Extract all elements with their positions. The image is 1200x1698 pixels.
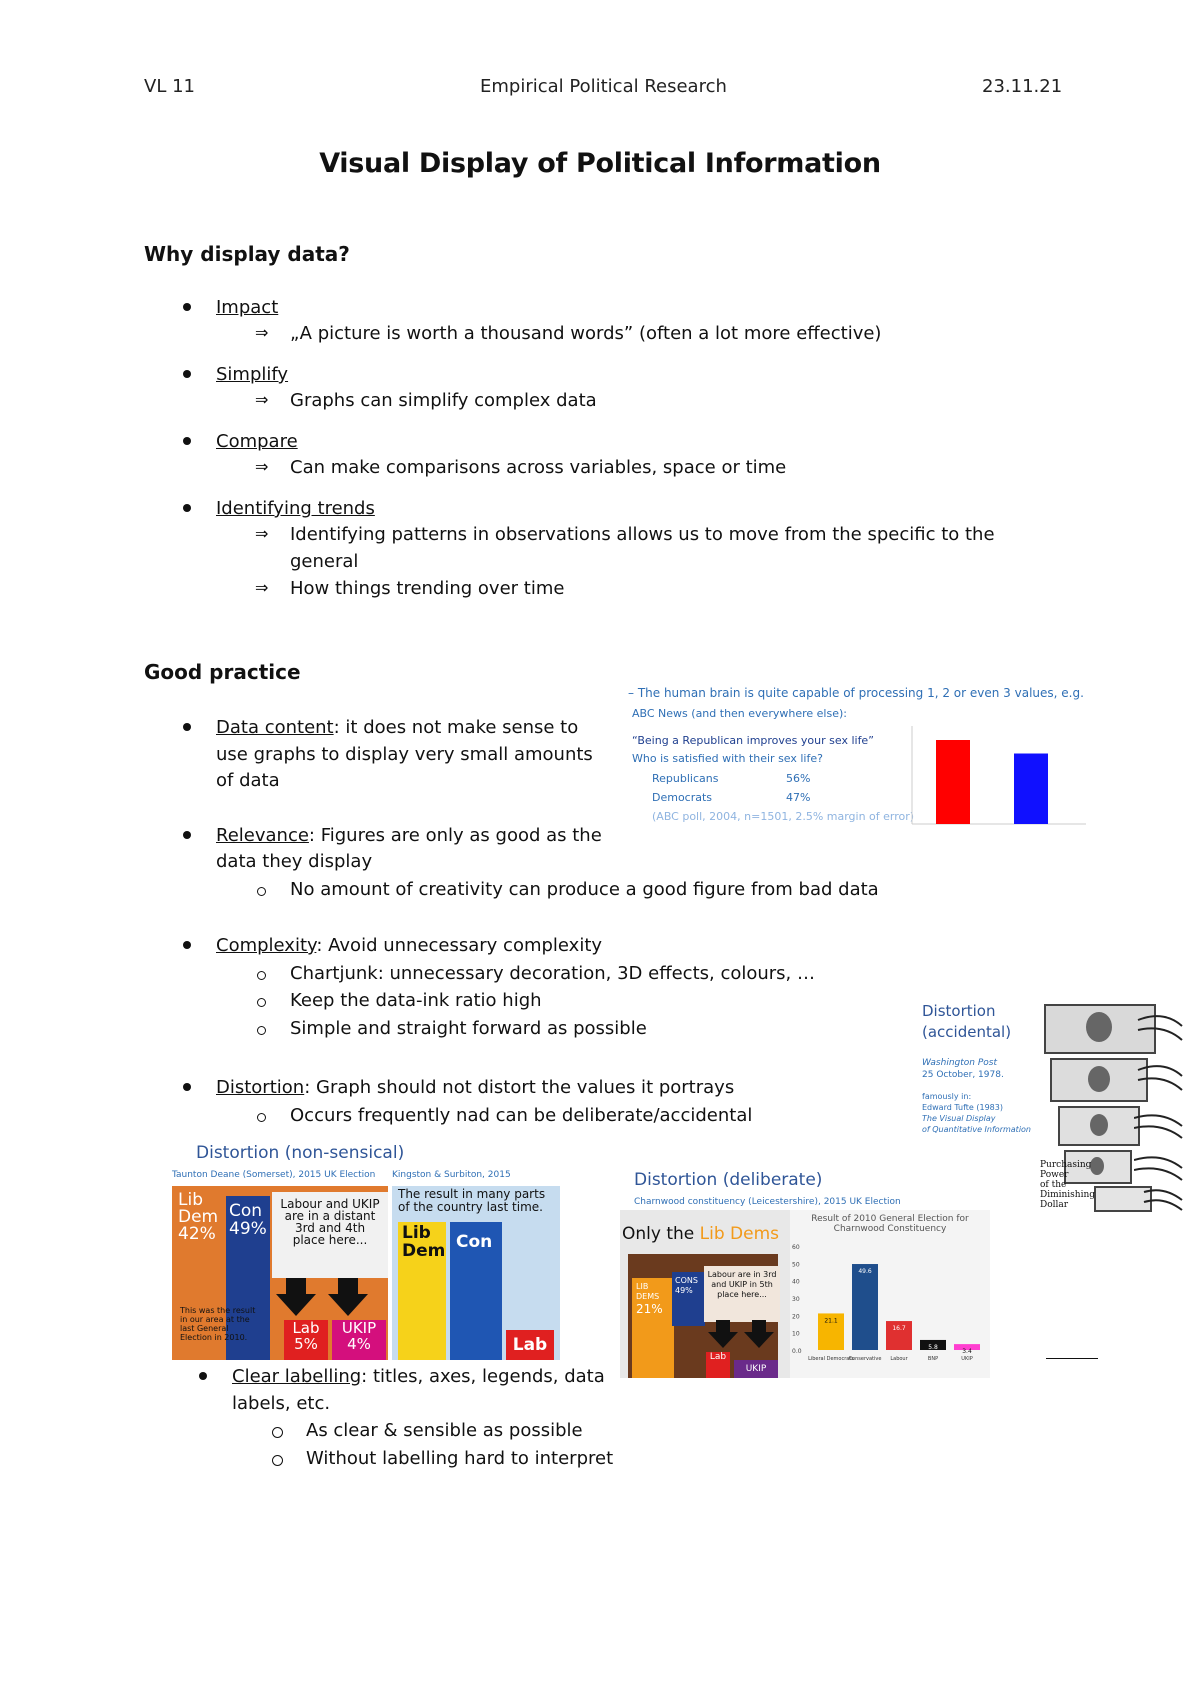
ct-2: Charnwood Constituency xyxy=(833,1224,947,1234)
libdems-text: Lib Dems xyxy=(699,1224,780,1244)
dem-text: Dem xyxy=(178,1207,219,1227)
abc-line-1: – The human brain is quite capable of processing 1, 2 or even 3 values, e.g. xyxy=(628,686,1084,700)
charnwood-category-label: UKIP xyxy=(961,1356,973,1362)
abc-row-value-1: 56% xyxy=(786,772,811,785)
bullet-dot xyxy=(183,437,191,445)
ct-1: Result of 2010 General Election for xyxy=(811,1214,969,1224)
dems-text: DEMS xyxy=(636,1292,660,1301)
lab-pct: 5% xyxy=(294,1335,318,1353)
pp-5: Dollar xyxy=(1040,1200,1069,1210)
trends-point-1-cont: general xyxy=(290,551,359,572)
lib-pct: 21% xyxy=(636,1302,663,1316)
con-pct: 49% xyxy=(229,1219,267,1239)
result-3: last General xyxy=(180,1324,229,1333)
charnwood-bars xyxy=(790,1236,990,1378)
arrow-icon: ⇒ xyxy=(255,524,269,543)
nonsensical-leaflet-right xyxy=(392,1186,560,1360)
lab-bar xyxy=(284,1320,328,1360)
bullet-dot xyxy=(183,303,191,311)
accidental-title-2: (accidental) xyxy=(922,1023,1012,1041)
ukip-pct: 4% xyxy=(347,1335,371,1353)
charnwood-value-label: 21.1 xyxy=(824,1317,838,1325)
bullet-dot xyxy=(183,831,191,839)
abc-row-party-1: Republicans xyxy=(652,772,719,785)
note-2: are in a distant xyxy=(284,1209,376,1223)
arrow-icon: ⇒ xyxy=(255,323,269,342)
page-title: Visual Display of Political Information xyxy=(319,148,881,179)
purchasing-power-label xyxy=(1040,1160,1095,1210)
distortion-sub: Occurs frequently nad can be deliberate/accidental xyxy=(290,1105,753,1126)
item-trends: Identifying trends xyxy=(216,498,375,519)
accidental-cite-3: The Visual Display xyxy=(922,1114,996,1123)
con2-text: Con xyxy=(456,1232,493,1252)
d-lab-bar: Lab xyxy=(706,1352,730,1378)
header-subject: Empirical Political Research xyxy=(480,76,727,97)
charnwood-value-label: 5.8 xyxy=(928,1343,938,1351)
charnwood-value-label: 3.4 xyxy=(962,1348,972,1356)
d-note-1: Labour are in 3rd xyxy=(707,1270,777,1279)
relevance-text: : Figures are only as good as the xyxy=(308,825,602,846)
data-content-text: : it does not make sense to xyxy=(333,717,579,738)
many-2: of the country last time. xyxy=(398,1200,543,1214)
charnwood-ytick: 20 xyxy=(792,1313,800,1321)
dollar-bill-3 xyxy=(1058,1106,1140,1146)
labelling-sub-1: As clear & sensible as possible xyxy=(306,1420,583,1441)
dem2-text: Dem xyxy=(402,1241,446,1261)
abc-bar-chart xyxy=(908,724,1088,834)
cons-bar xyxy=(672,1272,705,1326)
abc-quote: “Being a Republican improves your sex life” xyxy=(632,734,874,747)
pointing-hands xyxy=(1134,1000,1184,1212)
deliberate-leaflet xyxy=(620,1210,790,1378)
arrow-icon: ⇒ xyxy=(255,457,269,476)
accidental-title-1: Distortion xyxy=(922,1002,996,1020)
cons-pct: 49% xyxy=(675,1286,693,1295)
complexity-text: : Avoid unnecessary complexity xyxy=(316,935,603,956)
d-note-3: place here... xyxy=(717,1290,767,1299)
lab-text: Lab xyxy=(292,1319,320,1337)
abc-row-value-2: 47% xyxy=(786,791,811,804)
nonsensical-caption-left: Taunton Deane (Somerset), 2015 UK Election xyxy=(172,1170,376,1180)
simplify-point: Graphs can simplify complex data xyxy=(290,390,597,411)
note-3: 3rd and 4th xyxy=(294,1221,366,1235)
item-distortion: Distortion xyxy=(216,1077,305,1098)
accidental-cite-1: famously in: xyxy=(922,1092,972,1101)
ukip-bar xyxy=(332,1320,386,1360)
deliberate-title: Distortion (deliberate) xyxy=(634,1170,823,1190)
many-note xyxy=(398,1188,545,1214)
item-clear-labelling: Clear labelling xyxy=(232,1366,362,1387)
deliberate-caption: Charnwood constituency (Leicestershire), 2015 UK Election xyxy=(634,1197,901,1207)
d-note-2: and UKIP in 5th xyxy=(711,1280,773,1289)
d-ukip-bar: UKIP xyxy=(734,1360,778,1378)
distortion-text: : Graph should not distort the values it portrays xyxy=(304,1077,735,1098)
complexity-sub-3: Simple and straight forward as possible xyxy=(290,1018,647,1039)
charnwood-category-label: Conservative xyxy=(848,1356,882,1362)
data-content-text-3: of data xyxy=(216,770,280,791)
header-course: VL 11 xyxy=(144,76,195,97)
compare-point: Can make comparisons across variables, space or time xyxy=(290,457,787,478)
bullet-dot xyxy=(183,1083,191,1091)
charnwood-ytick: 60 xyxy=(792,1244,800,1251)
abc-bar-democrat xyxy=(1014,754,1048,825)
con2-bar xyxy=(450,1222,502,1360)
sub-bullet xyxy=(257,1113,266,1122)
note-1: Labour and UKIP xyxy=(280,1197,380,1211)
nonsensical-title: Distortion (non-sensical) xyxy=(196,1143,405,1163)
sub-bullet xyxy=(257,971,266,980)
item-compare: Compare xyxy=(216,431,298,452)
sub-bullet xyxy=(257,998,266,1007)
relevance-text-2: data they display xyxy=(216,851,373,872)
item-complexity: Complexity xyxy=(216,935,317,956)
data-content-text-2: use graphs to display very small amounts xyxy=(216,744,593,765)
complexity-sub-2: Keep the data-ink ratio high xyxy=(290,990,542,1011)
lib-text: LIB xyxy=(636,1282,649,1291)
item-relevance: Relevance xyxy=(216,825,309,846)
accidental-cite-2: Edward Tufte (1983) xyxy=(922,1103,1003,1112)
abc-bar-republican xyxy=(936,740,970,824)
ukip-text: UKIP xyxy=(341,1319,377,1337)
cons-text: CONS xyxy=(675,1276,698,1285)
bullet-dot xyxy=(199,1372,207,1380)
pp-1: Purchasing xyxy=(1040,1160,1092,1170)
trends-point-2: How things trending over time xyxy=(290,578,565,599)
lib2-text: Lib xyxy=(402,1223,431,1243)
lib-text: Lib xyxy=(178,1190,203,1210)
charnwood-category-label: Liberal Democrats xyxy=(808,1356,854,1362)
abc-line-2: ABC News (and then everywhere else): xyxy=(632,707,847,720)
bullet-dot xyxy=(183,723,191,731)
lib-pct: 42% xyxy=(178,1224,216,1244)
item-simplify: Simplify xyxy=(216,364,289,385)
inset-abc-poll xyxy=(628,682,1090,854)
charnwood-ytick: 10 xyxy=(792,1330,800,1338)
charnwood-title xyxy=(790,1214,990,1234)
abc-row-party-2: Democrats xyxy=(652,791,713,804)
only-text: Only the xyxy=(622,1224,700,1244)
result-1: This was the result xyxy=(180,1306,256,1315)
labelling-sub-2: Without labelling hard to interpret xyxy=(306,1448,614,1469)
item-data-content: Data content xyxy=(216,717,334,738)
charnwood-value-label: 16.7 xyxy=(892,1325,906,1333)
abc-note: (ABC poll, 2004, n=1501, 2.5% margin of error) xyxy=(652,810,915,823)
divider-line xyxy=(1046,1358,1098,1359)
deliberate-note-box xyxy=(704,1266,780,1322)
lab2-bar: Lab xyxy=(506,1330,554,1360)
accidental-src-1: Washington Post xyxy=(922,1058,997,1068)
many-1: The result in many parts xyxy=(398,1187,546,1201)
arrow-icon: ⇒ xyxy=(255,578,269,597)
charnwood-ytick: 30 xyxy=(792,1296,800,1303)
pp-4: Diminishing xyxy=(1040,1190,1096,1200)
charnwood-chart xyxy=(790,1210,990,1378)
sub-bullet xyxy=(257,1026,266,1035)
trends-point-1: Identifying patterns in observations allows us to move from the specific to the xyxy=(290,524,995,545)
accidental-src-2: 25 October, 1978. xyxy=(922,1070,1004,1080)
charnwood-value-label: 49.6 xyxy=(858,1268,872,1276)
charnwood-ytick: 50 xyxy=(792,1261,800,1269)
result-note xyxy=(180,1306,272,1342)
note-4: place here... xyxy=(292,1233,368,1247)
nonsensical-leaflet-left xyxy=(172,1186,388,1360)
complexity-sub-1: Chartjunk: unnecessary decoration, 3D effects, colours, … xyxy=(290,963,815,984)
labelling-text: : titles, axes, legends, data xyxy=(361,1366,605,1387)
labelling-text-2: labels, etc. xyxy=(232,1393,331,1414)
bullet-dot xyxy=(183,504,191,512)
nonsensical-caption-right: Kingston & Surbiton, 2015 xyxy=(392,1170,511,1180)
libdem-bar xyxy=(632,1278,674,1378)
con-text: Con xyxy=(229,1201,263,1221)
lib-label xyxy=(178,1192,218,1243)
accidental-cite-4: of Quantitative Information xyxy=(922,1125,1031,1134)
result-4: Election in 2010. xyxy=(180,1333,248,1342)
pp-3: of the xyxy=(1040,1180,1067,1190)
libdem-bar xyxy=(398,1222,446,1360)
bullet-dot xyxy=(183,370,191,378)
relevance-sub: No amount of creativity can produce a good figure from bad data xyxy=(290,879,879,900)
sub-bullet xyxy=(272,1455,283,1466)
only-libdems xyxy=(622,1224,779,1244)
charnwood-ytick: 0.0 xyxy=(792,1348,802,1355)
impact-point: „A picture is worth a thousand words” (often a lot more effective) xyxy=(290,323,882,344)
section-heading-why: Why display data? xyxy=(144,242,350,266)
section-heading-good-practice: Good practice xyxy=(144,660,301,684)
header-date: 23.11.21 xyxy=(982,76,1063,97)
sub-bullet xyxy=(272,1427,283,1438)
arrow-icon: ⇒ xyxy=(255,390,269,409)
down-arrows xyxy=(708,1320,778,1350)
result-2: in our area at the xyxy=(180,1315,250,1324)
sub-bullet xyxy=(257,887,266,896)
abc-question: Who is satisfied with their sex life? xyxy=(632,752,823,765)
note-box xyxy=(272,1192,388,1278)
item-impact: Impact xyxy=(216,297,279,318)
charnwood-category-label: BNP xyxy=(927,1356,939,1362)
pp-2: Power xyxy=(1040,1170,1069,1180)
down-arrows xyxy=(276,1278,386,1318)
charnwood-category-label: Labour xyxy=(890,1356,908,1362)
charnwood-bar xyxy=(852,1264,878,1350)
bullet-dot xyxy=(183,941,191,949)
charnwood-ytick: 40 xyxy=(792,1278,800,1286)
